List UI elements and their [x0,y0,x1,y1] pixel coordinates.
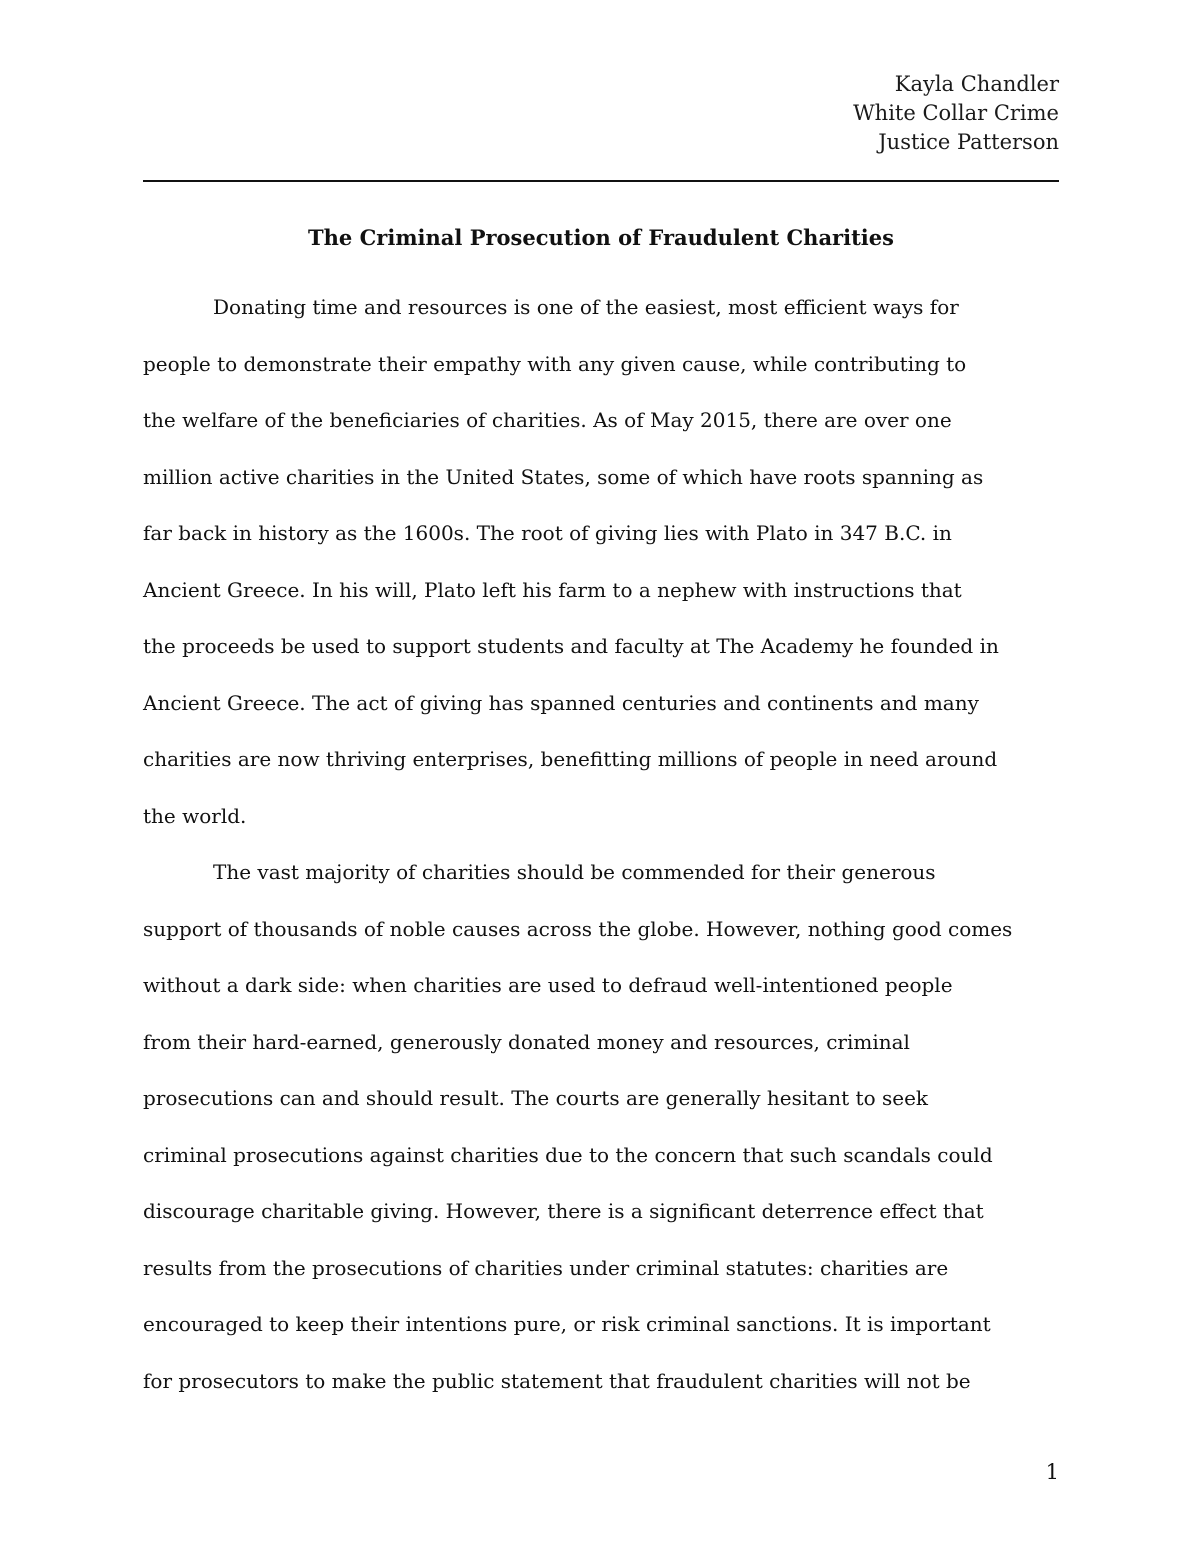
page-number: 1 [1045,1460,1059,1484]
header-block [853,70,1059,157]
body-line: prosecutions can and should result. The courts are generally hesitant to seek [143,1086,929,1110]
body-line: Ancient Greece. The act of giving has spanned centuries and continents and many [143,690,979,715]
body-line: the world. [143,803,247,828]
body-line: without a dark side: when charities are used to defraud well-intentioned people [143,973,953,997]
body-line: Donating time and resources is one of the easiest, most efficient ways for [213,295,959,319]
body-line: encouraged to keep their intentions pure, or risk criminal sanctions. It is important [143,1312,991,1336]
body-line: support of thousands of noble causes across the globe. However, nothing good comes [143,916,1013,941]
course-name: White Collar Crime [853,101,1059,125]
body-line: Ancient Greece. In his will, Plato left his farm to a nephew with instructions that [143,577,962,602]
body-line: from their hard-earned, generously donated money and resources, criminal [143,1029,910,1054]
body-line: million active charities in the United States, some of which have roots spanning as [143,464,984,489]
instructor-name: Justice Patterson [878,130,1059,154]
body-line: results from the prosecutions of charities under criminal statutes: charities are [143,1255,949,1280]
document-title: The Criminal Prosecution of Fraudulent Charities [308,225,894,250]
body-line: people to demonstrate their empathy with any given cause, while contributing to [143,351,967,376]
body-text [143,279,1083,1409]
author-name: Kayla Chandler [894,72,1059,96]
body-line: for prosecutors to make the public statement that fraudulent charities will not be [143,1368,971,1393]
body-line: The vast majority of charities should be commended for their generous [213,860,936,884]
body-line: the welfare of the beneficiaries of charities. As of May 2015, there are over one [143,408,952,432]
body-line: charities are now thriving enterprises, benefitting millions of people in need around [143,747,998,771]
body-line: discourage charitable giving. However, there is a significant deterrence effect that [143,1199,984,1223]
body-line: the proceeds be used to support students and faculty at The Academy he founded in [143,634,999,658]
header-divider [143,180,1059,182]
body-line: criminal prosecutions against charities due to the concern that such scandals could [143,1142,993,1167]
body-line: far back in history as the 1600s. The root of giving lies with Plato in 347 B.C. in [143,521,952,545]
